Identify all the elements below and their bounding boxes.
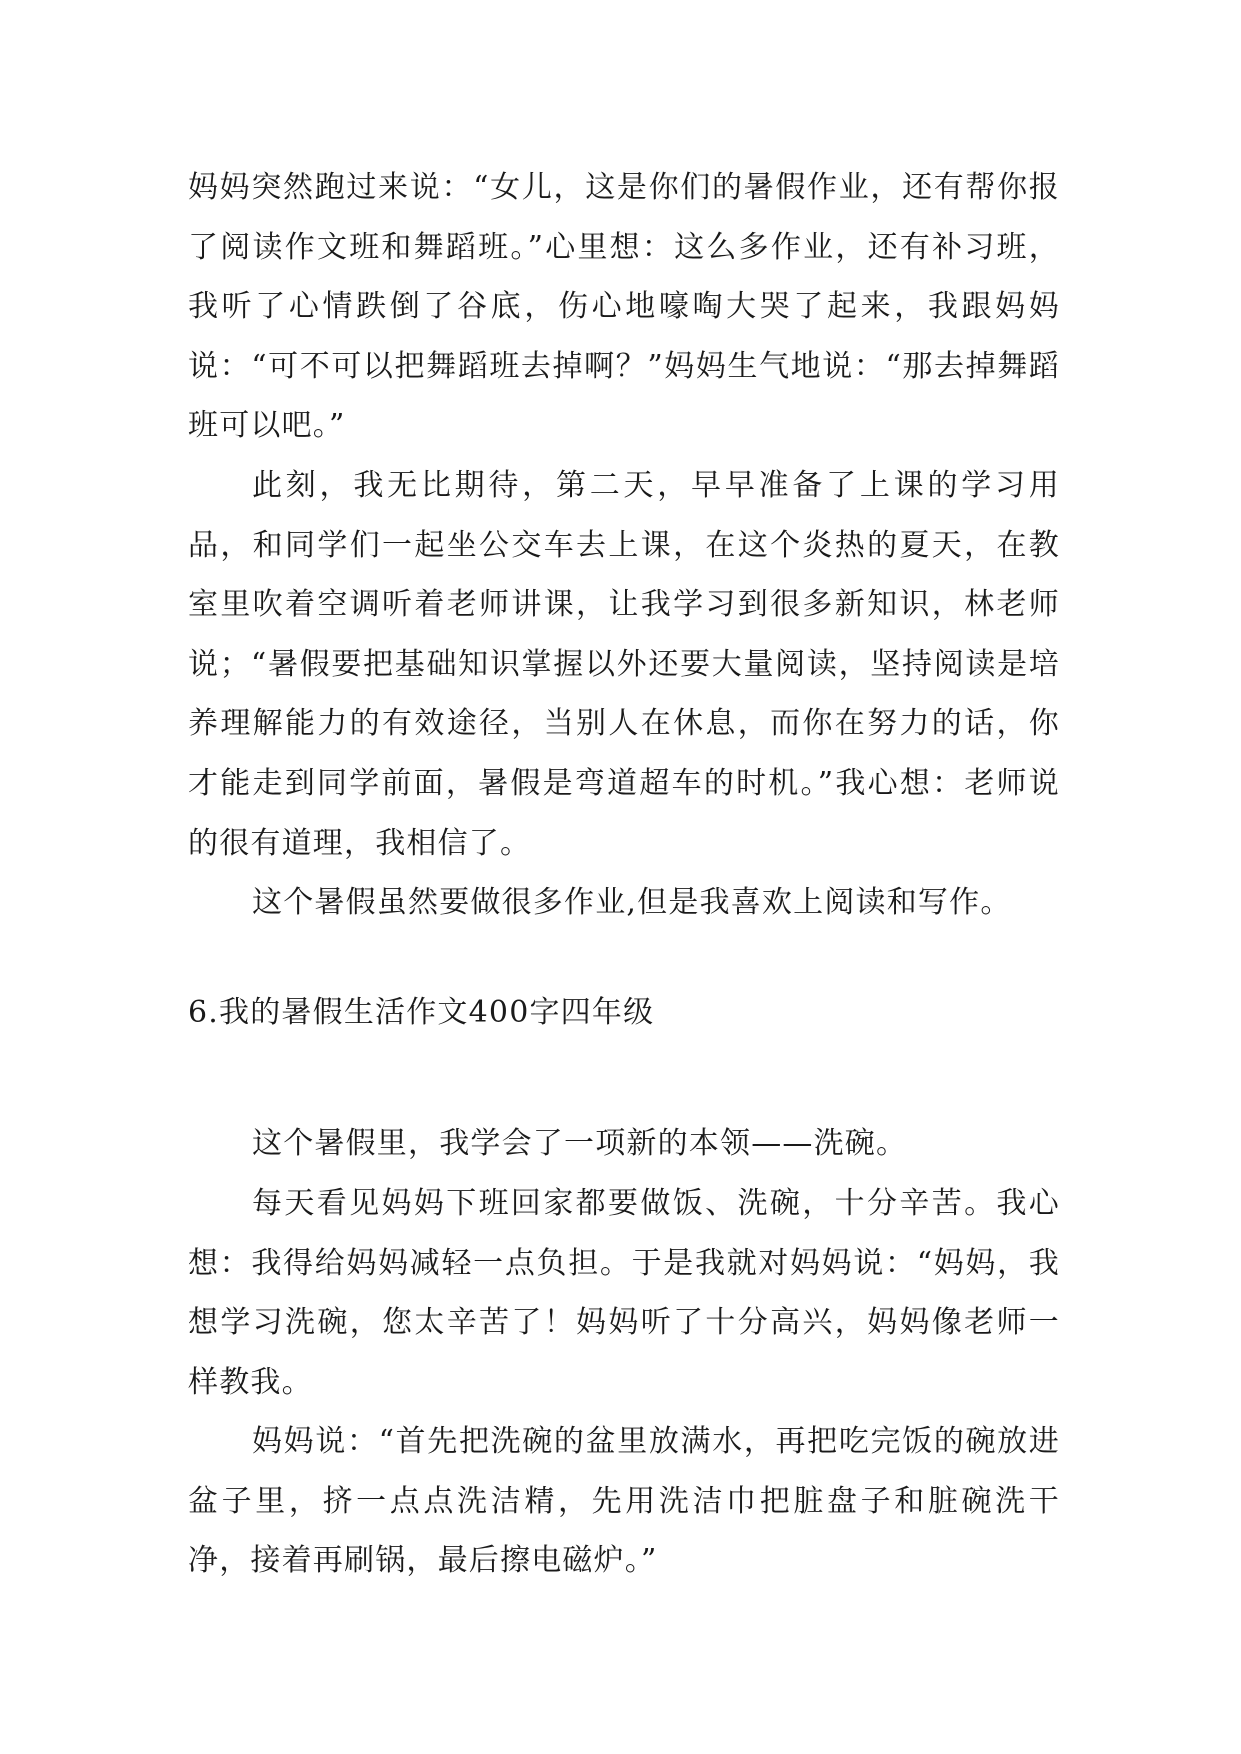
document-page: [188, 158, 1060, 1591]
paragraph: 妈妈突然跑过来说：“女儿，这是你们的暑假作业，还有帮你报了阅读作文班和舞蹈班。”心里想：这么多作业，还有补习班，我听了心情跌倒了谷底，伤心地嚎啕大哭了起来，我跟妈妈说：“可不可以把舞蹈班去掉啊？”妈妈生气地说：“那去掉舞蹈班可以吧。”: [188, 170, 1060, 444]
paragraph: 这个暑假虽然要做很多作业,但是我喜欢上阅读和写作。: [252, 885, 1012, 921]
paragraph: 每天看见妈妈下班回家都要做饭、洗碗，十分辛苦。我心想：我得给妈妈减轻一点负担。于是我就对妈妈说：“妈妈，我想学习洗碗，您太辛苦了！妈妈听了十分高兴，妈妈像老师一样教我。: [188, 1185, 1060, 1400]
paragraph: 这个暑假里，我学会了一项新的本领——洗碗。: [252, 1126, 908, 1162]
paragraph: 此刻，我无比期待，第二天，早早准备了上课的学习用品，和同学们一起坐公交车去上课，在这个炎热的夏天，在教室里吹着空调听着老师讲课，让我学习到很多新知识，林老师说；“暑假要把基础知识掌握以外还要大量阅读，坚持阅读是培养理解能力的有效途径，当别人在休息，而你在努力的话，你才能走到同学前面，暑假是弯道超车的时机。”我心想：老师说的很有道理，我相信了。: [188, 467, 1060, 861]
section-heading: 6.我的暑假生活作文400字四年级: [188, 994, 655, 1030]
paragraph: 妈妈说：“首先把洗碗的盆里放满水，再把吃完饭的碗放进盆子里，挤一点点洗洁精，先用洗洁巾把脏盘子和脏碗洗干净，接着再刷锅，最后擦电磁炉。”: [188, 1424, 1060, 1579]
